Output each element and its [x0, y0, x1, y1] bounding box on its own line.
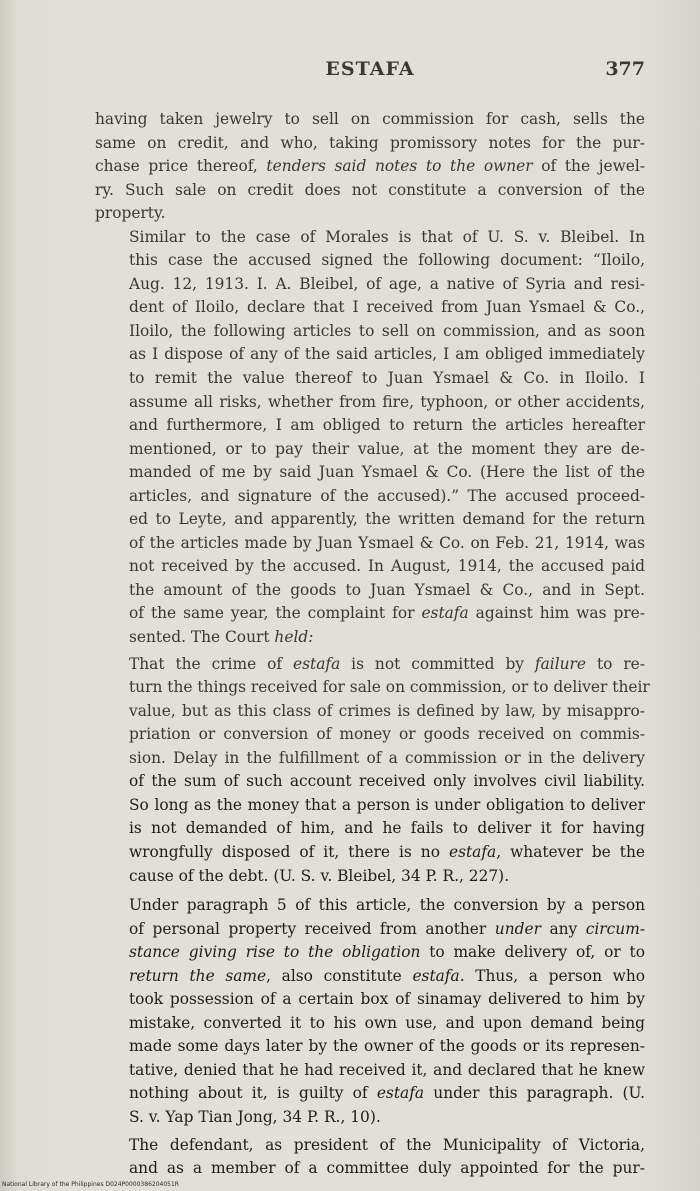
body-text: [95, 108, 650, 1181]
text-line: of personal property received from another under any circum-: [129, 919, 645, 938]
text-line: stance giving rise to the obligation to make delivery of, or to: [129, 943, 645, 962]
paragraph-1: [95, 108, 645, 226]
text-line: mentioned, or to pay their value, at the moment they are de-: [129, 439, 645, 458]
text-line: return the same, also constitute estafa. Thus, a person who: [129, 966, 645, 985]
paragraph-5: [95, 1134, 645, 1181]
text-line: not received by the accused. In August, 1914, the accused paid: [129, 557, 645, 576]
text-line: S. v. Yap Tian Jong, 34 P. R., 10).: [129, 1107, 381, 1126]
italic-term: held:: [274, 628, 314, 647]
text-line: sion. Delay in the fulfillment of a commission or in the delivery: [129, 748, 645, 767]
text-line: Aug. 12, 1913. I. A. Bleibel, of age, a native of Syria and resi-: [129, 274, 645, 293]
text-line: priation or conversion of money or goods received on commis-: [129, 725, 645, 744]
text-line: of the same year, the complaint for estafa against him was pre-: [129, 604, 645, 623]
text-line: and as a member of a committee duly appointed for the pur-: [129, 1159, 645, 1178]
text-line: wrongfully disposed of it, there is no estafa, whatever be the: [129, 842, 645, 861]
text-line: to remit the value thereof to Juan Ysmael & Co. in Iloilo. I: [129, 369, 645, 388]
italic-term: estafa: [376, 1084, 425, 1103]
paragraph-2: [95, 226, 645, 650]
text-line: Similar to the case of Morales is that of U. S. v. Bleibel. In: [129, 227, 645, 246]
italic-term: under: [494, 919, 541, 938]
text-line: Under paragraph 5 of this article, the conversion by a person: [129, 896, 645, 915]
italic-term: failure: [534, 654, 587, 673]
text-line: same on credit, and who, taking promissory notes for the pur-: [95, 133, 645, 152]
text-line: is not demanded of him, and he fails to deliver it for having: [129, 819, 645, 838]
italic-phrase: stance giving rise to the obligation: [129, 943, 421, 962]
text-line: The defendant, as president of the Municipality of Victoria,: [129, 1135, 645, 1154]
italic-phrase: return the same: [129, 966, 267, 985]
text-line: value, but as this class of crimes is defined by law, by misappro-: [129, 701, 645, 720]
text-line: That the crime of estafa is not committed by failure to re-: [129, 654, 645, 673]
paragraph-3: [95, 653, 650, 888]
text-line: as I dispose of any of the said articles, I am obliged immediately: [129, 345, 645, 364]
text-line: having taken jewelry to sell on commission for cash, sells the: [95, 110, 645, 128]
scan-credit-footer: National Library of the Philippines D024P0000386204051R: [2, 1181, 179, 1188]
text-line: So long as the money that a person is under obligation to deliver: [129, 795, 645, 814]
text-line: chase price thereof, tenders said notes to the owner of the jewel-: [95, 157, 645, 176]
page-header: [95, 58, 645, 88]
text-line: mistake, converted it to his own use, and upon demand being: [129, 1013, 645, 1032]
italic-term: circum-: [585, 919, 645, 938]
text-line: ry. Such sale on credit does not constitute a conversion of the: [95, 180, 645, 199]
text-line: the amount of the goods to Juan Ysmael & Co., and in Sept.: [129, 580, 645, 599]
text-line: dent of Iloilo, declare that I received from Juan Ysmael & Co.,: [129, 298, 645, 317]
text-line: nothing about it, is guilty of estafa under this paragraph. (U.: [129, 1084, 645, 1103]
text-line: sented. The Court held:: [129, 628, 314, 647]
text-line: turn the things received for sale on commission, or to deliver their: [129, 678, 650, 697]
text-line: ed to Leyte, and apparently, the written demand for the return: [129, 510, 645, 529]
text-line: of the articles made by Juan Ysmael & Co. on Feb. 21, 1914, was: [129, 533, 645, 552]
text-line: assume all risks, whether from fire, typhoon, or other accidents,: [129, 392, 645, 411]
text-line: property.: [95, 204, 166, 223]
text-line: manded of me by said Juan Ysmael & Co. (Here the list of the: [129, 463, 645, 482]
italic-phrase: tenders said notes to the owner: [266, 157, 533, 176]
page-number: 377: [605, 58, 645, 80]
text-line: tative, denied that he had received it, and declared that he knew: [129, 1060, 645, 1079]
text-line: articles, and signature of the accused).” The accused proceed-: [129, 486, 645, 505]
text-line: this case the accused signed the following document: “Iloilo,: [129, 251, 645, 270]
running-head: ESTAFA: [325, 58, 415, 80]
text-line: made some days later by the owner of the goods or its represen-: [129, 1037, 645, 1056]
italic-term: estafa: [421, 604, 469, 623]
italic-term: estafa: [293, 654, 341, 673]
italic-term: estafa: [448, 842, 497, 861]
text-line: and furthermore, I am obliged to return the articles hereafter: [129, 416, 645, 435]
italic-term: estafa: [412, 966, 460, 985]
text-line: took possession of a certain box of sinamay delivered to him by: [129, 990, 645, 1009]
text-line: Iloilo, the following articles to sell on commission, and as soon: [129, 321, 645, 340]
paragraph-4: [95, 894, 645, 1129]
text-line: of the sum of such account received only involves civil liability.: [129, 772, 645, 791]
text-line: cause of the debt. (U. S. v. Bleibel, 34 P. R., 227).: [129, 866, 510, 885]
